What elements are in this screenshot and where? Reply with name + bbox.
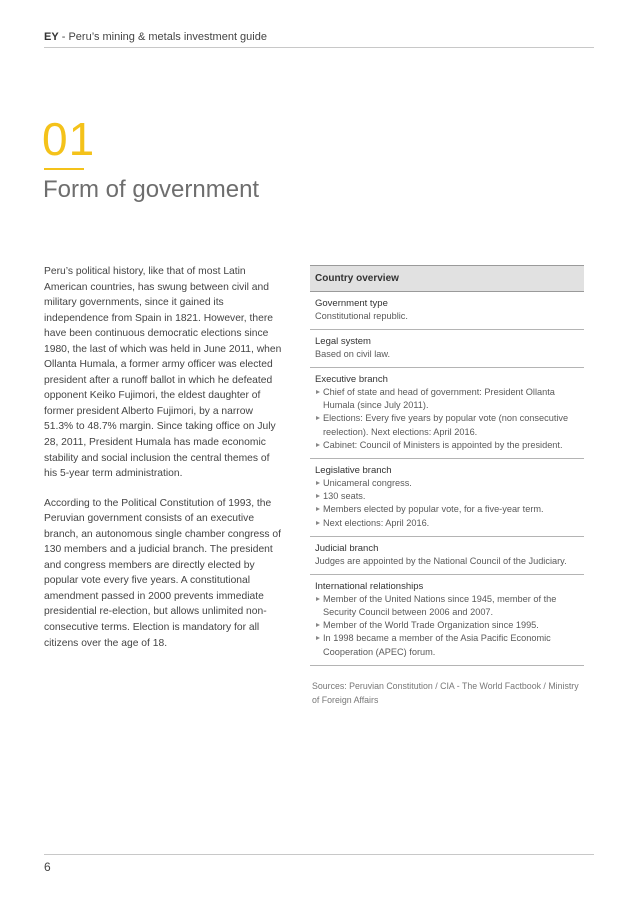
header-separator: - (58, 31, 69, 43)
bullet-item: Members elected by popular vote, for a five-year term. (315, 503, 579, 516)
bullet-item: In 1998 became a member of the Asia Pacific Economic Cooperation (APEC) forum. (315, 632, 579, 658)
bullet-item: Elections: Every five years by popular vote (non consecutive reelection). Next elections: April 2016. (315, 412, 579, 438)
page-number: 6 (44, 860, 51, 874)
country-overview-panel (310, 265, 584, 707)
chapter-title: Form of government (43, 176, 260, 203)
header-title: Peru’s mining & metals investment guide (68, 31, 267, 43)
section-title: Legislative branch (315, 465, 392, 477)
section-title: Judicial branch (315, 542, 379, 554)
overview-section-legislative-branch (310, 459, 584, 537)
brand-name: EY (44, 31, 59, 43)
bullet-item: Member of the World Trade Organization since 1995. (315, 619, 579, 632)
overview-section-judicial-branch (310, 537, 584, 575)
overview-section-government-type (310, 292, 584, 330)
chapter-accent-rule (44, 168, 84, 170)
section-text: Based on civil law. (315, 349, 391, 359)
section-title: Executive branch (315, 374, 388, 385)
panel-title: Country overview (310, 265, 584, 292)
body-paragraph: Peru’s political history, like that of most Latin American countries, has swung between civil and military governments, since it gained its independence from Spain in 1821. However, there have been continuous democratic elections since 1980, the last of which was held in June 2011, when Ollanta Humala, a former army officer was elected president after a runoff ballot in which he defeated opponent Keiko Fujimori, the eldest daughter of former president Alberto Fujimori, by a narrow 51.3% to 48.7% margin. Since taking office on July 28, 2011, President Humala has made economic stability and social inclusion the central themes of his 5-year term administration. (44, 266, 282, 480)
body-text (44, 264, 284, 665)
footer-divider (44, 854, 594, 855)
overview-section-legal-system (310, 330, 584, 368)
bullet-item: Cabinet: Council of Ministers is appointed by the president. (315, 439, 579, 452)
section-text: Judges are appointed by the National Council of the Judiciary. (315, 555, 567, 566)
section-title: Government type (315, 298, 388, 309)
overview-section-executive-branch (310, 368, 584, 459)
section-title: International relationships (315, 580, 424, 592)
section-title: Legal system (315, 336, 371, 347)
section-text: Constitutional republic. (315, 311, 408, 321)
bullet-item: Member of the United Nations since 1945, member of the Security Council between 2006 and 2007. (315, 593, 579, 619)
bullet-item: Unicameral congress. (315, 477, 579, 490)
chapter-number: 01 (42, 113, 96, 165)
bullet-item: Next elections: April 2016. (315, 517, 579, 530)
overview-section-international-relationships (310, 575, 584, 666)
bullet-item: Chief of state and head of government: President Ollanta Humala (since July 2011). (315, 386, 579, 412)
bullet-item: 130 seats. (315, 490, 579, 503)
body-paragraph: According to the Political Constitution of 1993, the Peruvian government consists of an executive branch, an autonomous single chamber congress of 130 members and a judicial branch. The president and congress members are directly elected by popular vote every five years. A constitutional amendment passed in 2000 prevents immediate presidential re-election, but allows unlimited non-consecutive terms. Election is mandatory for all citizens over the age of 18. (44, 497, 281, 649)
header-divider (44, 47, 594, 48)
running-header (44, 31, 594, 43)
sources-note: Sources: Peruvian Constitution / CIA - The World Factbook / Ministry of Foreign Affairs (312, 680, 579, 705)
